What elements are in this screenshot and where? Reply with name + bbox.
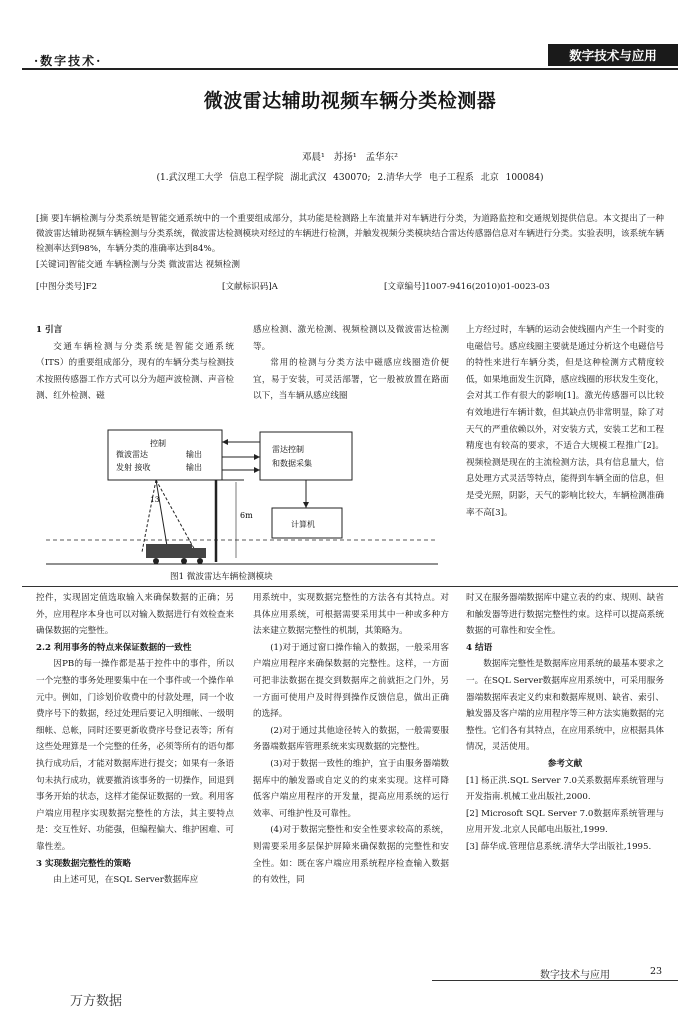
body-text-1c: 由上述可见，在SQL Server数据库应 xyxy=(53,875,199,886)
reference-2: [2] Microsoft SQL Server 7.0数据库系统管理与应用开发.北京人民邮电出版社,1999. xyxy=(466,808,664,836)
angle-label: 13 xyxy=(150,495,160,504)
figure-radar-module xyxy=(46,424,438,570)
body-text-1: 控件，实现固定值选取输入来确保数据的正确；另外，应用程序本身也可以对输入数据进行有效检查来确保数据的完整性。 xyxy=(36,593,234,637)
radar-label-text: 微波雷达 xyxy=(116,450,148,459)
section-separator xyxy=(22,586,678,587)
body-text-2c: (2)对于通过其他途径转入的数据，一般需要服务器端数据库管理系统来实现数据的完整性。 xyxy=(253,725,449,753)
intro-column-3 xyxy=(466,322,664,521)
header-rule xyxy=(22,68,678,70)
reference-1: [1] 杨正洪.SQL Server 7.0关系数据库系统管理与开发指南.机械工业出版社,2000. xyxy=(466,775,664,803)
radar-out1-text: 输出 xyxy=(186,450,202,459)
heading-2-2: 2.2 利用事务的特点来保证数据的一致性 xyxy=(36,642,192,653)
page-number: 23 xyxy=(650,966,663,977)
affiliation: (1.武汉理工大学 信息工程学院 湖北武汉 430070; 2.清华大学 电子工程系 北京 100084) xyxy=(156,173,544,183)
abstract: [摘 要]车辆检测与分类系统是智能交通系统中的一个重要组成部分，其功能是检测路上车流量并对车辆进行分类，为道路监控和交通规划提供信息。本文提出了一种微波雷达辅助视频车辆检测与分类系统，微波雷达检测模块对经过的车辆进行检测，并触发视频分类模块结合雷达传感器信息对车辆进行分类。实验表明，该系统车辆检测率达到98%，车辆分类的准确率达到84%。 xyxy=(36,214,664,254)
computer-text: 计算机 xyxy=(291,520,315,529)
intro-text-1: 交通车辆检测与分类系统是智能交通系统（ITS）的重要组成部分，现有的车辆分类与检测技术按照传感器工作方式可以分为超声波检测、声音检测、红外检测、磁 xyxy=(36,341,234,402)
intro-column-2 xyxy=(253,322,449,405)
processor-text-2: 和数据采集 xyxy=(272,459,312,468)
body-text-2: 用系统中，实现数据完整性的方法各有其特点。对具体应用系统，可根据需要采用其中一种或多种方法来建立数据完整性的机制，其策略为。 xyxy=(253,593,449,637)
watermark: 万方数据 xyxy=(70,994,123,1009)
document-code: [文献标识码]A xyxy=(222,282,278,292)
processor-box xyxy=(260,432,352,480)
body-column-1 xyxy=(36,590,234,889)
heading-4: 4 结语 xyxy=(466,642,493,653)
body-text-3b: 数据库完整性是数据库应用系统的最基本要求之一。在SQL Server数据库应用系统中，可采用服务器端数据库表定义约束和数据库规则、缺省、索引、触发器及客户端的应用程序等三种方法实施数据的完整性。它们各有其特点，在应用系统中，应根据具体情况，灵活使用。 xyxy=(466,659,664,753)
section-label: ·数字技术· xyxy=(34,54,103,68)
body-text-1b: 因PB的每一操作都是基于控件中的事件，所以一个完整的事务处理要集中在一个事件或一个操作单元中。例如，门诊划价收费中的付款处理，同一个收费序号下的数据，经过处理后要记入明细帐、一级明细帐、总帐，同时还要更新收费序号登记表等；所有这些处理算是一个完整的任务，必须等所有的语句都执行成功后，才能对数据库进行提交；如果有一条语句未执行成功，就要撤消该事务的一切操作，回退到事务开始的状态，这样才能保证数据的一致。利用客户端应用程序实现数据完整性的方法，其主要特点是：交互性好、功能强，但编程偏大、维护困难、可靠性差。 xyxy=(36,659,234,852)
journal-tag: 数字技术与应用 xyxy=(548,44,678,66)
body-text-2d: (3)对于数据一致性的维护，宜于由服务器端数据库中的触发器或自定义的约束来实现。这样可降低客户端应用程序的开发量，提高应用系统的运行效率、可维护性及可靠性。 xyxy=(253,758,449,819)
body-text-3: 时又在服务器端数据库中建立表的约束、规则、缺省和触发器等进行数据完整性约束。这样可以提高系统数据的可靠性和安全性。 xyxy=(466,593,664,637)
authors: 邓晨¹ 苏扬¹ 孟华东² xyxy=(302,152,398,163)
body-column-2 xyxy=(253,590,449,889)
radar-ctrl-text: 控制 xyxy=(150,439,166,448)
intro-text-2b: 常用的检测与分类方法中磁感应线圈造价便宜，易于安装，可灵活部署，它一般被放置在路面以下，当车辆从感应线圈 xyxy=(253,358,449,402)
references-heading: 参考文献 xyxy=(547,758,583,769)
article-number: [文章编号]1007-9416(2010)01-0023-03 xyxy=(384,282,550,292)
footer-rule xyxy=(432,980,678,981)
intro-heading: 1 引言 xyxy=(36,325,63,335)
body-text-2b: (1)对于通过窗口操作输入的数据，一般采用客户端应用程序来确保数据的完整性。这样，一方面可把非法数据在提交到数据库之前就拒之门外，另一方面可使用户及时得到操作反馈信息，做出正确的选择。 xyxy=(253,642,449,720)
processor-text-1: 雷达控制 xyxy=(272,445,304,454)
clc-number: [中图分类号]F2 xyxy=(36,282,98,292)
radar-txrx-text: 发射 接收 xyxy=(116,463,151,472)
height-label: 6m xyxy=(240,511,253,520)
intro-text-3: 上方经过时，车辆的运动会使线圈内产生一个时变的电磁信号。感应线圈主要就是通过分析这个电磁信号的特性来进行车辆分类，但是这种检测方式精度较低，如果地面发生沉降，感应线圈的形状发生变化，会对其工作有很大的影响[1]。激光传感器可以比较有效地进行车辆计数，但其缺点仍非常明显，除了对天气的严重依赖以外，对安装方式，安装工艺和工程精度也有较高的要求，不适合大规模工程推广[2]。视频检测是现在的主流检测方法，具有信息量大，信息处理方式灵活等特点，能得到车辆全面的信息，但是受光照，阴影，天气的影响比较大，车辆检测准确率不高[3]。 xyxy=(466,325,664,518)
keywords: [关键词]智能交通 车辆检测与分类 微波雷达 视频检测 xyxy=(36,260,240,270)
intro-text-2: 感应检测、激光检测、视频检测以及微波雷达检测等。 xyxy=(253,325,449,352)
body-column-3 xyxy=(466,590,664,856)
reference-3: [3] 薛华成.管理信息系统.清华大学出版社,1995. xyxy=(466,841,652,852)
body-text-2e: (4)对于数据完整性和安全性要求较高的系统，则需要采用多层保护屏障来确保数据的完整性和安全性。如：既在客户端应用系统程序检查输入数据的有效性，同 xyxy=(253,825,449,886)
truck-body xyxy=(146,544,192,558)
intro-column-1 xyxy=(36,322,234,405)
figure-caption: 图1 微波雷达车辆检测模块 xyxy=(170,572,273,582)
radar-out2-text: 输出 xyxy=(186,463,202,472)
heading-3: 3 实现数据完整性的策略 xyxy=(36,858,131,869)
footer-journal: 数字技术与应用 xyxy=(540,970,610,981)
paper-title: 微波雷达辅助视频车辆分类检测器 xyxy=(203,90,497,112)
